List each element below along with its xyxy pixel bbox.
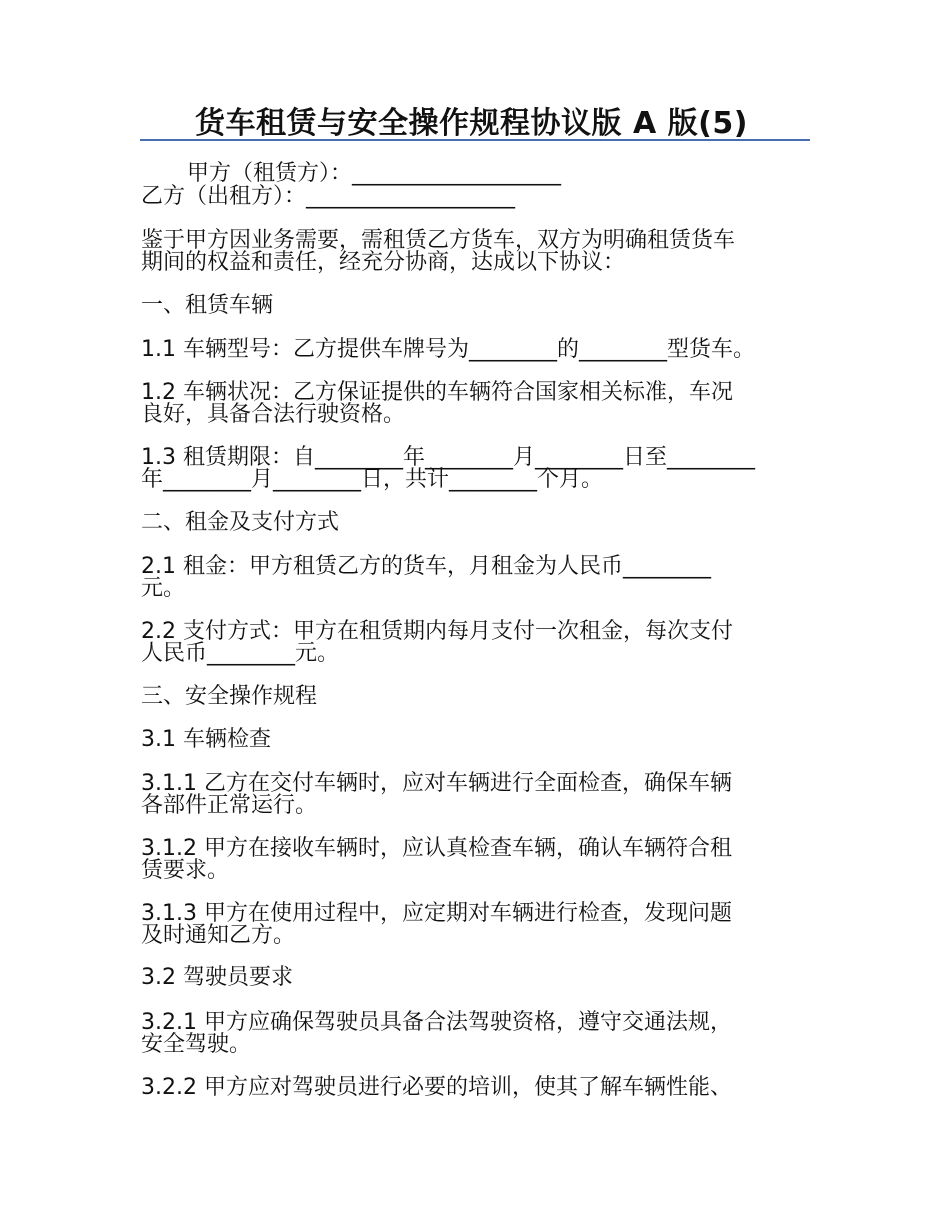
- clause-3-1-1-line-2: 各部件正常运行。: [141, 793, 318, 818]
- party-b-line: 乙方（出租方）：___________________: [141, 184, 516, 209]
- clause-3-2-1-line-1: 3.2.1 甲方应确保驾驶员具备合法驾驶资格，遵守交通法规，: [141, 1010, 732, 1035]
- clause-3-2-1-line-2: 安全驾驶。: [141, 1032, 252, 1057]
- document-title: 货车租赁与安全操作规程协议版 A 版(5): [195, 106, 748, 141]
- clause-3-1-3-line-2: 及时通知乙方。: [141, 923, 296, 948]
- clause-1-2-line-2: 良好，具备合法行驶资格。: [141, 402, 406, 427]
- clause-1-1: 1.1 车辆型号：乙方提供车牌号为________的________型货车。: [141, 337, 755, 362]
- clause-2-1-line-2: 元。: [141, 576, 186, 601]
- clause-2-2-line-1: 2.2 支付方式：甲方在租赁期内每月支付一次租金，每次支付: [141, 619, 733, 644]
- clause-3-2-2-line-1: 3.2.2 甲方应对驾驶员进行必要的培训，使其了解车辆性能、: [141, 1075, 732, 1100]
- clause-3-1-2-line-1: 3.1.2 甲方在接收车辆时，应认真检查车辆，确认车辆符合租: [141, 836, 732, 861]
- preamble-line-2: 期间的权益和责任，经充分协商，达成以下协议：: [141, 250, 626, 275]
- section-heading-3: 三、安全操作规程: [141, 684, 318, 709]
- preamble-line-1: 鉴于甲方因业务需要，需租赁乙方货车，双方为明确租赁货车: [141, 228, 736, 253]
- subsection-3-1: 3.1 车辆检查: [141, 727, 271, 752]
- clause-1-3-line-2: 年________月________日，共计________个月。: [141, 467, 604, 492]
- party-a-line: 甲方（租赁方）：___________________: [187, 161, 562, 186]
- clause-3-1-2-line-2: 赁要求。: [141, 858, 230, 883]
- clause-3-1-1-line-1: 3.1.1 乙方在交付车辆时，应对车辆进行全面检查，确保车辆: [141, 771, 732, 796]
- title-underline: [140, 139, 810, 141]
- clause-3-1-3-line-1: 3.1.3 甲方在使用过程中，应定期对车辆进行检查，发现问题: [141, 901, 732, 926]
- section-heading-1: 一、租赁车辆: [141, 293, 274, 318]
- clause-1-2-line-1: 1.2 车辆状况：乙方保证提供的车辆符合国家相关标准，车况: [141, 380, 733, 405]
- clause-2-1-line-1: 2.1 租金：甲方租赁乙方的货车，月租金为人民币________: [141, 554, 711, 579]
- clause-2-2-line-2: 人民币________元。: [141, 641, 340, 666]
- section-heading-2: 二、租金及支付方式: [141, 510, 340, 535]
- subsection-3-2: 3.2 驾驶员要求: [141, 965, 293, 990]
- clause-1-3-line-1: 1.3 租赁期限：自________年________月________日至________: [141, 445, 755, 470]
